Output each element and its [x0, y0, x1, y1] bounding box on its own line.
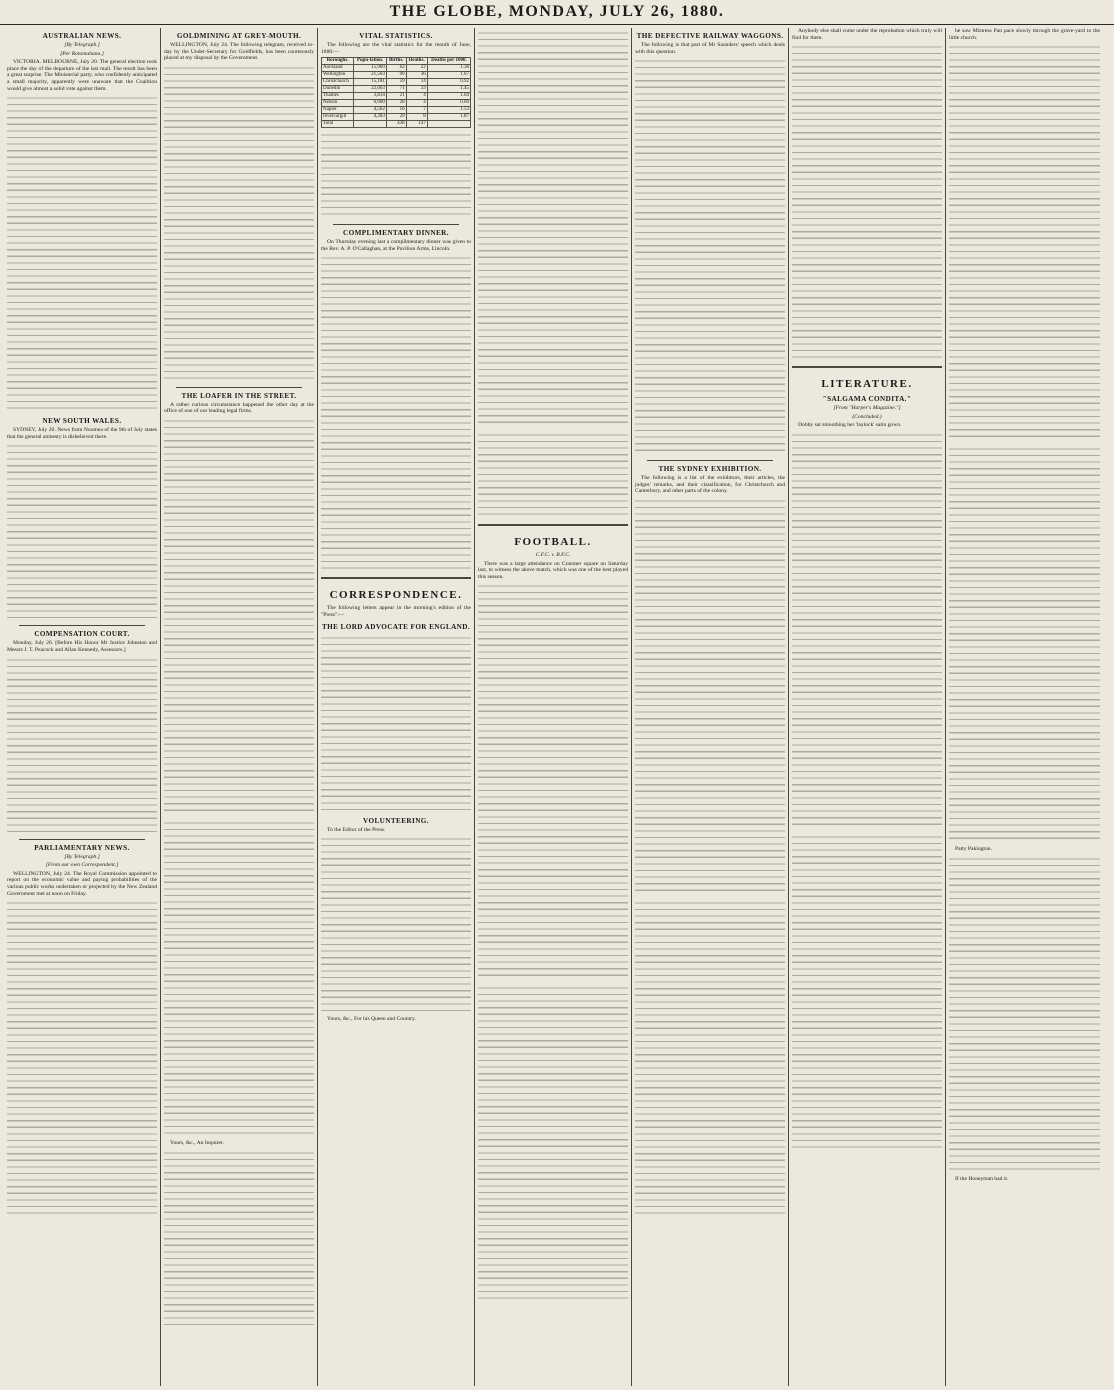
cell: 4 [406, 100, 427, 107]
vital-statistics-table [321, 57, 471, 128]
cell: 1.45 [427, 86, 470, 93]
signature: Yours, &c., An Inquirer. [170, 1139, 224, 1146]
cell: 14 [406, 79, 427, 86]
masthead [0, 0, 1114, 25]
table-row [322, 107, 471, 114]
cell: 1.53 [427, 107, 470, 114]
body-text [164, 416, 314, 816]
cell: 16 [386, 107, 406, 114]
table-header: Deaths per 1000. [427, 58, 470, 65]
paragraph: There was a large attendance on Cranmer square on Saturday last, to witness the above match, which was one of the best played this season. [478, 560, 628, 580]
paragraph: WELLINGTON, July 24. The Royal Commission appointed to report on the economic value and paying probabilities of the various public works undertaken or projected by the New Zealand Government met at noon on Friday. [7, 870, 157, 897]
divider [792, 366, 942, 370]
cell: Invercargill [322, 114, 354, 121]
headline-loafer-in-street: THE LOAFER IN THE STREET. [181, 391, 297, 400]
body-text [164, 1148, 314, 1328]
concluded-note: (Concluded.) [852, 413, 882, 420]
match-title: C.F.C. v. B.F.C. [535, 552, 571, 558]
table-row [322, 93, 471, 100]
cell: 28 [386, 100, 406, 107]
paragraph: On Thursday evening last a complimentary dinner was given to the Rev. A. P. O'Callaghan, at the Pavilion Arms, Lincoln. [321, 239, 471, 252]
cell: 62 [386, 65, 406, 72]
body-text [7, 441, 157, 621]
cell: 15,900 [354, 65, 387, 72]
headline-correspondence: CORRESPONDENCE. [329, 589, 463, 602]
table-row [322, 114, 471, 121]
column-3 [318, 28, 475, 1386]
cell: 33 [406, 86, 427, 93]
cell: Auckland [322, 65, 354, 72]
source-harpers: [From "Harper's Magazine."] [833, 405, 901, 412]
headline-parliamentary-news: PARLIAMENTARY NEWS. [34, 843, 130, 852]
body-text [321, 633, 471, 813]
headline-sydney-exhibition: THE SYDNEY EXHIBITION. [658, 465, 762, 474]
cell: 4 [406, 93, 427, 100]
cell: 59 [386, 79, 406, 86]
paragraph: To the Editor of the Press. [327, 826, 386, 833]
paragraph: WELLINGTON, July 24. The following telegram, received to-day by the Under-Secretary for Goldfields, has been courteously placed at my disposal by the Government. [164, 42, 314, 62]
table-row [322, 100, 471, 107]
cell: 90 [386, 72, 406, 79]
columns [4, 28, 1110, 1386]
cell: 4,562 [354, 107, 387, 114]
column-5 [632, 28, 789, 1386]
divider [321, 577, 471, 581]
body-text [792, 430, 942, 830]
body-text [7, 655, 157, 835]
body-text [7, 898, 157, 1218]
cell: 22,663 [354, 86, 387, 93]
cell: 6,600 [354, 100, 387, 107]
divider [19, 839, 145, 840]
cell: 29 [386, 114, 406, 121]
body-text [478, 983, 628, 1303]
paragraph: SYDNEY, July 20. News from Noumea of the 9th of July states that the general amnesty is disbelieved there. [7, 427, 157, 440]
column-7 [946, 28, 1103, 1386]
table-total-row [322, 121, 471, 128]
cell: Dunedin [322, 86, 354, 93]
paragraph: Dobby sat smoothing her 'laylock' satin gown. [798, 422, 902, 429]
body-text [792, 42, 942, 362]
paragraph: Anybody else shall come under the reprobation which truly will find for them. [792, 28, 942, 41]
cell: 1.87 [427, 114, 470, 121]
column-6 [789, 28, 946, 1386]
cell: 3,814 [354, 93, 387, 100]
table-header: Popu-lation. [354, 58, 387, 65]
divider [176, 387, 302, 388]
paragraph: The following letters appear in the morning's edition of the "Press":— [321, 605, 471, 618]
cell: Wellington [322, 72, 354, 79]
body-text [321, 834, 471, 1014]
headline-new-south-wales: NEW SOUTH WALES. [42, 417, 122, 426]
cell: Thames [322, 93, 354, 100]
body-text [321, 253, 471, 573]
body-text [635, 898, 785, 1218]
cell [354, 121, 387, 128]
cell: 4,283 [354, 114, 387, 121]
cell: 0.92 [427, 79, 470, 86]
body-text [7, 93, 157, 413]
signature: Patty Pakington. [955, 846, 992, 853]
byline-telegraph: [By Telegraph.] [64, 853, 100, 860]
headline-goldmining: GOLDMINING AT GREY-MOUTH. [176, 32, 302, 40]
body-text [478, 28, 628, 428]
cell: 147 [406, 121, 427, 128]
body-text [635, 496, 785, 896]
headline-football: FOOTBALL. [514, 536, 592, 548]
headline-literature: LITERATURE. [821, 378, 913, 391]
newspaper-title: THE GLOBE, MONDAY, JULY 26, 1880. [389, 3, 725, 20]
body-text [164, 63, 314, 383]
table-row [322, 79, 471, 86]
paragraph: The following is a list of the exhibitors, their articles, the judges' remarks, and their classification, for Christchurch and Canterbury, and other parts of the colony. [635, 475, 785, 495]
cell: Nelson [322, 100, 354, 107]
divider [19, 625, 145, 626]
cell [427, 121, 470, 128]
headline-salgama-condita: "SALGAMA CONDITA." [822, 395, 912, 404]
headline-compensation-court: COMPENSATION COURT. [34, 630, 130, 639]
signature: Yours, &c., For his Queen and Country. [327, 1016, 416, 1023]
body-text [635, 56, 785, 456]
table-header: Boroughs. [322, 58, 354, 65]
paragraph: A rather curious circumstance happened the other day at the office of one of our leading legal firms. [164, 401, 314, 415]
paragraph: If the Honeyman had it. [955, 1175, 1009, 1182]
cell: 21,503 [354, 72, 387, 79]
headline-lord-advocate: THE LORD ADVOCATE FOR ENGLAND. [321, 622, 471, 631]
column-2 [161, 28, 318, 1386]
cell: 1.04 [427, 93, 470, 100]
body-text [949, 854, 1100, 1174]
table-row [322, 72, 471, 79]
body-text [949, 42, 1100, 442]
body-text [478, 430, 628, 520]
cell: 36 [406, 72, 427, 79]
column-4 [475, 28, 632, 1386]
paragraph: he saw Mistress Pan pace slowly through the grave-yard to the little church. [949, 28, 1100, 41]
table-header-row [322, 58, 471, 65]
cell: 8 [406, 114, 427, 121]
body-text [949, 444, 1100, 844]
table-row [322, 65, 471, 72]
headline-australian-news: AUSTRALIAN NEWS. [42, 32, 122, 40]
headline-volunteering: VOLUNTEERING. [363, 816, 429, 825]
table-header: Births. [386, 58, 406, 65]
cell: 1.67 [427, 72, 470, 79]
divider [333, 224, 459, 225]
cell: 21 [386, 93, 406, 100]
cell: 7 [406, 107, 427, 114]
table-row [322, 86, 471, 93]
paragraph: Monday, July 26. [Before His Honor Mr Justice Johnston and Messrs J. T. Peacock and Allan Kennedy, Assessors.] [7, 640, 157, 653]
cell: 15,181 [354, 79, 387, 86]
cell: 438 [386, 121, 406, 128]
cell: 0.60 [427, 100, 470, 107]
body-text [164, 818, 314, 1138]
cell: Christchurch [322, 79, 354, 86]
body-text [321, 130, 471, 220]
paragraph: VICTORIA. MELBOURNE, July 20. The general election took place the day of the departure of the last mail. The result has been a great surprise. The Ministerial party, who confidently anticipated a small majority, apparently were unaware that the Coalition would give almost a solid vote against them. [7, 59, 157, 92]
cell: Napier [322, 107, 354, 114]
cell: 1.38 [427, 65, 470, 72]
headline-defective-railway-waggons: THE DEFECTIVE RAILWAY WAGGONS. [636, 32, 784, 40]
paragraph: The following are the vital statistics for the month of June, 1880:— [321, 42, 471, 55]
byline-telegraph: [By Telegraph.] [64, 42, 100, 48]
body-text [792, 832, 942, 1152]
cell: Total [322, 121, 354, 128]
paragraph: The following is that part of Mr Saunders' speech which deals with this question. [635, 42, 785, 55]
headline-complimentary-dinner: COMPLIMENTARY DINNER. [343, 229, 449, 238]
body-text [478, 581, 628, 981]
byline-correspondent: [From our own Correspondent.] [45, 862, 119, 869]
cell: 71 [386, 86, 406, 93]
byline-rotomahana: [Per Rotomahana.] [60, 50, 104, 57]
cell: 22 [406, 65, 427, 72]
divider [647, 460, 773, 461]
divider [478, 524, 628, 528]
column-1 [4, 28, 161, 1386]
headline-vital-statistics: VITAL STATISTICS. [359, 32, 433, 40]
table-header: Deaths. [406, 58, 427, 65]
